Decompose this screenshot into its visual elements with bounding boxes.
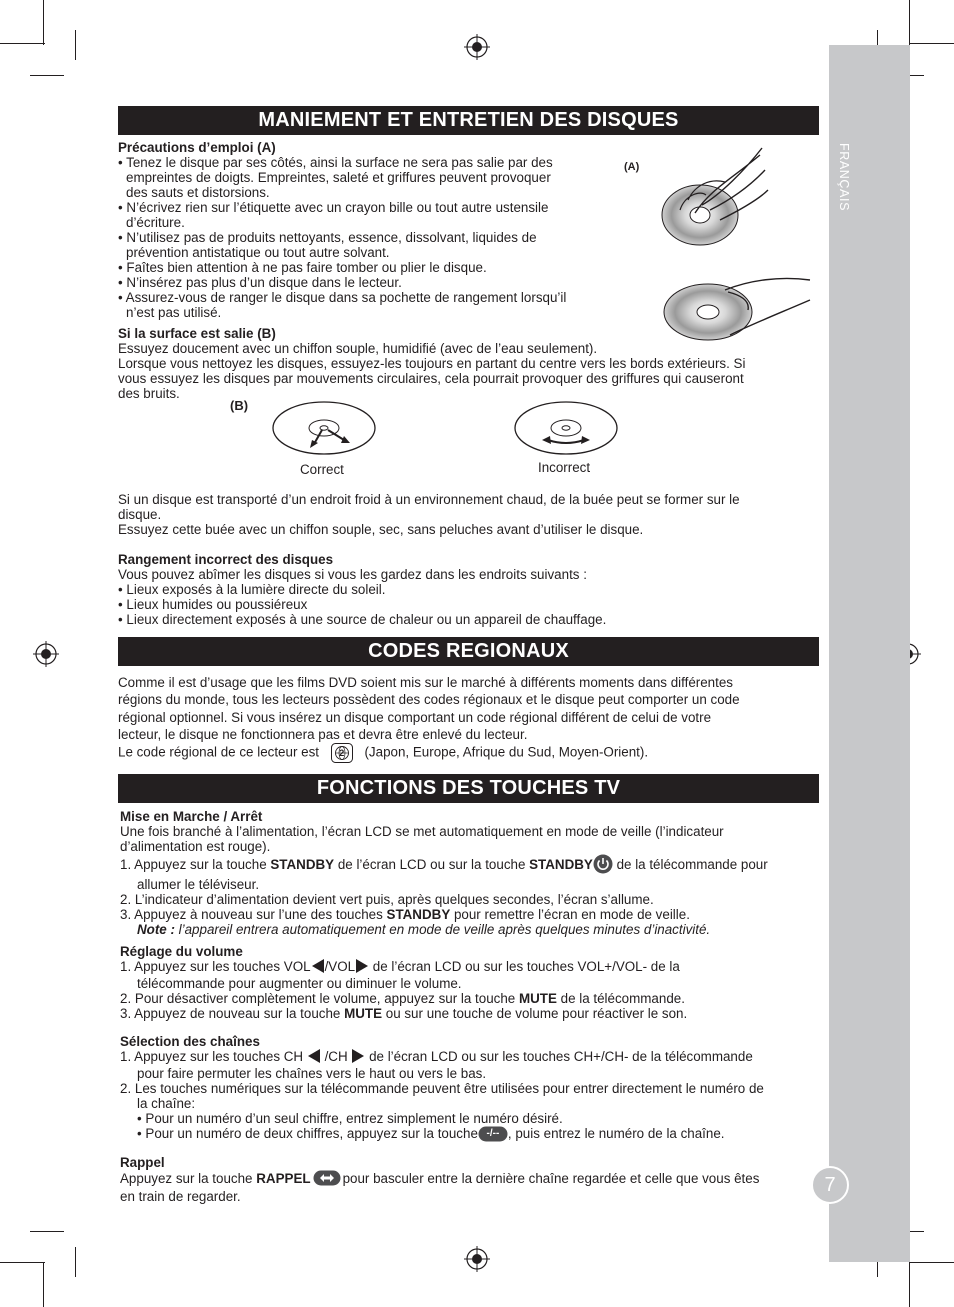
mute-key-label: MUTE — [518, 991, 557, 1006]
crop-mark — [43, 1262, 44, 1307]
crop-mark — [909, 43, 954, 44]
volume-step-1-cont: télécommande pour augmenter ou diminuer le volume. — [137, 976, 462, 991]
incorrect-label: Incorrect — [538, 460, 591, 475]
power-icon — [593, 854, 613, 877]
precaution-line: • N’utilisez pas de produits nettoyants, essence, dissolvant, liquides de — [118, 230, 537, 245]
precaution-line: • Assurez-vous de ranger le disque dans sa pochette de rangement lorsqu’il — [118, 290, 567, 305]
note-text: l’appareil entrera automatiquement en mode de veille après quelques minutes d’inactivité. — [174, 922, 711, 937]
region-line: régions du monde, tous les lecteurs possèdent des codes régionaux et le disque peut comporter un code — [118, 692, 740, 708]
region-codes-block — [118, 674, 818, 763]
condensation-line: disque. — [118, 507, 162, 522]
power-intro: d’alimentation est rouge). — [120, 839, 271, 854]
region-code-prefix: Le code régional de ce lecteur est — [118, 744, 319, 760]
incorrect-wiping-disc-icon — [512, 398, 622, 458]
condensation-line: Si un disque est transporté d’un endroit froid à un environnement chaud, de la buée peut se former sur le — [118, 492, 740, 507]
standby-key-label: STANDBY — [270, 857, 335, 873]
crop-mark — [909, 1262, 910, 1307]
dirty-line: Lorsque vous nettoyez les disques, essuyez-les toujours en partant du centre vers les bords extérieurs. Si — [118, 356, 746, 371]
dirty-surface-block — [118, 326, 818, 401]
condensation-block — [118, 492, 818, 537]
figure-a-label: (A) — [624, 161, 640, 173]
channels-step-2-cont: la chaîne: — [137, 1096, 196, 1111]
text: /VOL — [324, 959, 356, 975]
volume-step-2 — [120, 991, 820, 1006]
page-number: 7 — [811, 1166, 849, 1204]
region-code-line — [118, 743, 818, 763]
dirty-line: Essuyez doucement avec un chiffon souple, humidifié (avec de l’eau seulement). — [118, 341, 598, 356]
text: pour remettre l’écran en mode de veille. — [450, 907, 690, 922]
storage-block — [118, 552, 818, 627]
region-line: régional optionnel. Si vous insérez un disque comportant un code régional différent de celui de votre — [118, 709, 712, 725]
volume-block — [120, 944, 820, 1021]
text: Appuyez sur la touche — [120, 1171, 257, 1187]
region-line: lecteur, le disque ne fonctionnera pas et devra être enlevé du lecteur. — [118, 726, 528, 742]
text: de la télécommande. — [556, 991, 685, 1006]
precautions-block — [118, 140, 618, 320]
storage-line: • Lieux directement exposés à une source de chaleur ou un appareil de chauffage. — [118, 612, 607, 627]
storage-line: Vous pouvez abîmer les disques si vous les gardez dans les endroits suivants : — [118, 567, 587, 582]
figure-b-label: (B) — [230, 398, 249, 413]
recall-heading: Rappel — [120, 1155, 165, 1170]
channels-bullet-2 — [120, 1126, 820, 1142]
crop-mark — [0, 1262, 45, 1263]
text: 1. Appuyez sur les touches CH — [120, 1049, 304, 1065]
precaution-line: • N’insérez pas plus d’un disque dans le lecteur. — [118, 275, 402, 290]
power-intro: Une fois branché à l’alimentation, l’écran LCD se met automatiquement en mode de veille (l’indicateur — [120, 824, 724, 839]
channels-block — [120, 1034, 820, 1142]
standby-key-label: STANDBY — [386, 907, 451, 922]
precaution-line: n’est pas utilisé. — [126, 305, 222, 320]
recall-line-1 — [120, 1170, 820, 1189]
dirty-line: des bruits. — [118, 386, 180, 401]
power-heading: Mise en Marche / Arrêt — [120, 809, 263, 824]
region-globe-icon — [331, 743, 353, 763]
storage-heading: Rangement incorrect des disques — [118, 552, 334, 567]
power-note — [120, 922, 820, 937]
recall-line-2: en train de regarder. — [120, 1189, 241, 1204]
text: de l’écran LCD ou sur la touche — [334, 857, 530, 873]
dirty-surface-heading: Si la surface est salie (B) — [118, 326, 276, 341]
text: 3. Appuyez à nouveau sur l’une des touches — [120, 907, 387, 922]
text: , puis entrez le numéro de la chaîne. — [507, 1126, 725, 1141]
triangle-left-icon — [307, 1049, 321, 1066]
text: 2. Pour désactiver complètement le volume, appuyez sur la touche — [120, 991, 519, 1006]
recall-block — [120, 1155, 820, 1204]
region-line: Comme il est d’usage que les films DVD soient mis sur le marché à différents moments dans différentes — [118, 675, 733, 690]
precaution-line: prévention antistatique ou tout autre solvant. — [126, 245, 390, 260]
text: de l’écran LCD ou sur les touches VOL+/VOL- de la — [369, 959, 680, 975]
triangle-left-icon — [311, 959, 325, 976]
standby-key-label: STANDBY — [529, 857, 593, 873]
language-sidebar — [829, 45, 910, 1262]
text: de l’écran LCD ou sur les touches CH+/CH- de la télécommande — [365, 1049, 753, 1065]
crop-mark — [75, 1247, 76, 1277]
precautions-heading: Précautions d’emploi (A) — [118, 140, 276, 155]
triangle-right-icon — [355, 959, 369, 976]
triangle-right-icon — [351, 1049, 365, 1066]
crop-mark — [909, 1262, 954, 1263]
registration-mark-icon — [464, 1246, 490, 1272]
precaution-line: des sauts et distorsions. — [126, 185, 270, 200]
power-block — [120, 809, 820, 937]
precaution-line: • Tenez le disque par ses côtés, ainsi la surface ne sera pas salie par des — [118, 155, 553, 170]
storage-line: • Lieux humides ou poussiéreux — [118, 597, 308, 612]
digit-key-label: -/-- — [486, 1128, 500, 1140]
sidebar-language-label: FRANÇAIS — [837, 143, 851, 212]
text: /CH — [324, 1049, 348, 1065]
text: ou sur une touche de volume pour réactiver le son. — [382, 1006, 688, 1021]
region-code-suffix: (Japon, Europe, Afrique du Sud, Moyen-Orient). — [364, 744, 649, 760]
volume-step-3 — [120, 1006, 820, 1021]
channels-bullet-1: • Pour un numéro d’un seul chiffre, entrez simplement le numéro désiré. — [137, 1111, 563, 1126]
channels-heading: Sélection des chaînes — [120, 1034, 260, 1049]
text: 1. Appuyez sur la touche — [120, 857, 271, 873]
power-step-1 — [120, 854, 820, 877]
note-label: Note : — [137, 922, 175, 937]
recall-arrows-icon — [313, 1170, 341, 1189]
recall-key-label: RAPPEL — [256, 1171, 311, 1187]
mute-key-label: MUTE — [344, 1006, 383, 1021]
text: pour basculer entre la dernière chaîne regardée et celle que vous êtes — [342, 1171, 760, 1187]
precaution-line: d’écriture. — [126, 215, 185, 230]
crop-mark — [30, 1231, 64, 1232]
crop-mark — [75, 30, 76, 60]
text: de la télécommande pour — [612, 857, 768, 873]
crop-mark — [30, 75, 64, 76]
precaution-line: • Faîtes bien attention à ne pas faire tomber ou plier le disque. — [118, 260, 487, 275]
volume-step-1 — [120, 959, 820, 976]
region-code-value: 2 — [339, 748, 345, 759]
text: 1. Appuyez sur les touches VOL — [120, 959, 311, 975]
registration-mark-icon — [33, 641, 59, 667]
condensation-line: Essuyez cette buée avec un chiffon souple, sec, sans peluches avant d’utiliser le disque. — [118, 522, 644, 537]
disc-handling-illustration — [650, 140, 820, 350]
digit-key-icon — [478, 1126, 508, 1142]
crop-mark — [43, 0, 44, 45]
power-step-3 — [120, 907, 820, 922]
precaution-line: • N’écrivez rien sur l’étiquette avec un crayon bille ou tout autre ustensile — [118, 200, 549, 215]
correct-label: Correct — [300, 462, 344, 477]
section-title-disc-care: MANIEMENT ET ENTRETIEN DES DISQUES — [118, 106, 819, 135]
dirty-line: vous essuyez les disques par mouvements circulaires, cela pourrait provoquer des griffures qui causeront — [118, 371, 744, 386]
power-step-2: 2. L’indicateur d’alimentation devient vert puis, après quelques secondes, l’écran s’allume. — [120, 892, 654, 907]
volume-heading: Réglage du volume — [120, 944, 243, 959]
correct-wiping-disc-icon — [270, 398, 380, 458]
text: • Pour un numéro de deux chiffres, appuyez sur la touche — [137, 1126, 478, 1141]
registration-mark-icon — [464, 34, 490, 60]
section-title-region-codes: CODES REGIONAUX — [118, 637, 819, 666]
power-step-1-cont: allumer le téléviseur. — [137, 877, 260, 892]
text: 3. Appuyez de nouveau sur la touche — [120, 1006, 345, 1021]
channels-step-1 — [120, 1049, 820, 1066]
crop-mark — [0, 43, 45, 44]
precaution-line: empreintes de doigts. Empreintes, saleté et griffures peuvent provoquer — [126, 170, 551, 185]
section-title-tv-buttons: FONCTIONS DES TOUCHES TV — [118, 774, 819, 803]
storage-line: • Lieux exposés à la lumière directe du soleil. — [118, 582, 386, 597]
channels-step-2: 2. Les touches numériques sur la télécommande peuvent être utilisées pour entrer directement le numéro de — [120, 1081, 764, 1096]
crop-mark — [909, 0, 910, 45]
channels-step-1-cont: pour faire permuter les chaînes vers le haut ou vers le bas. — [137, 1066, 487, 1081]
